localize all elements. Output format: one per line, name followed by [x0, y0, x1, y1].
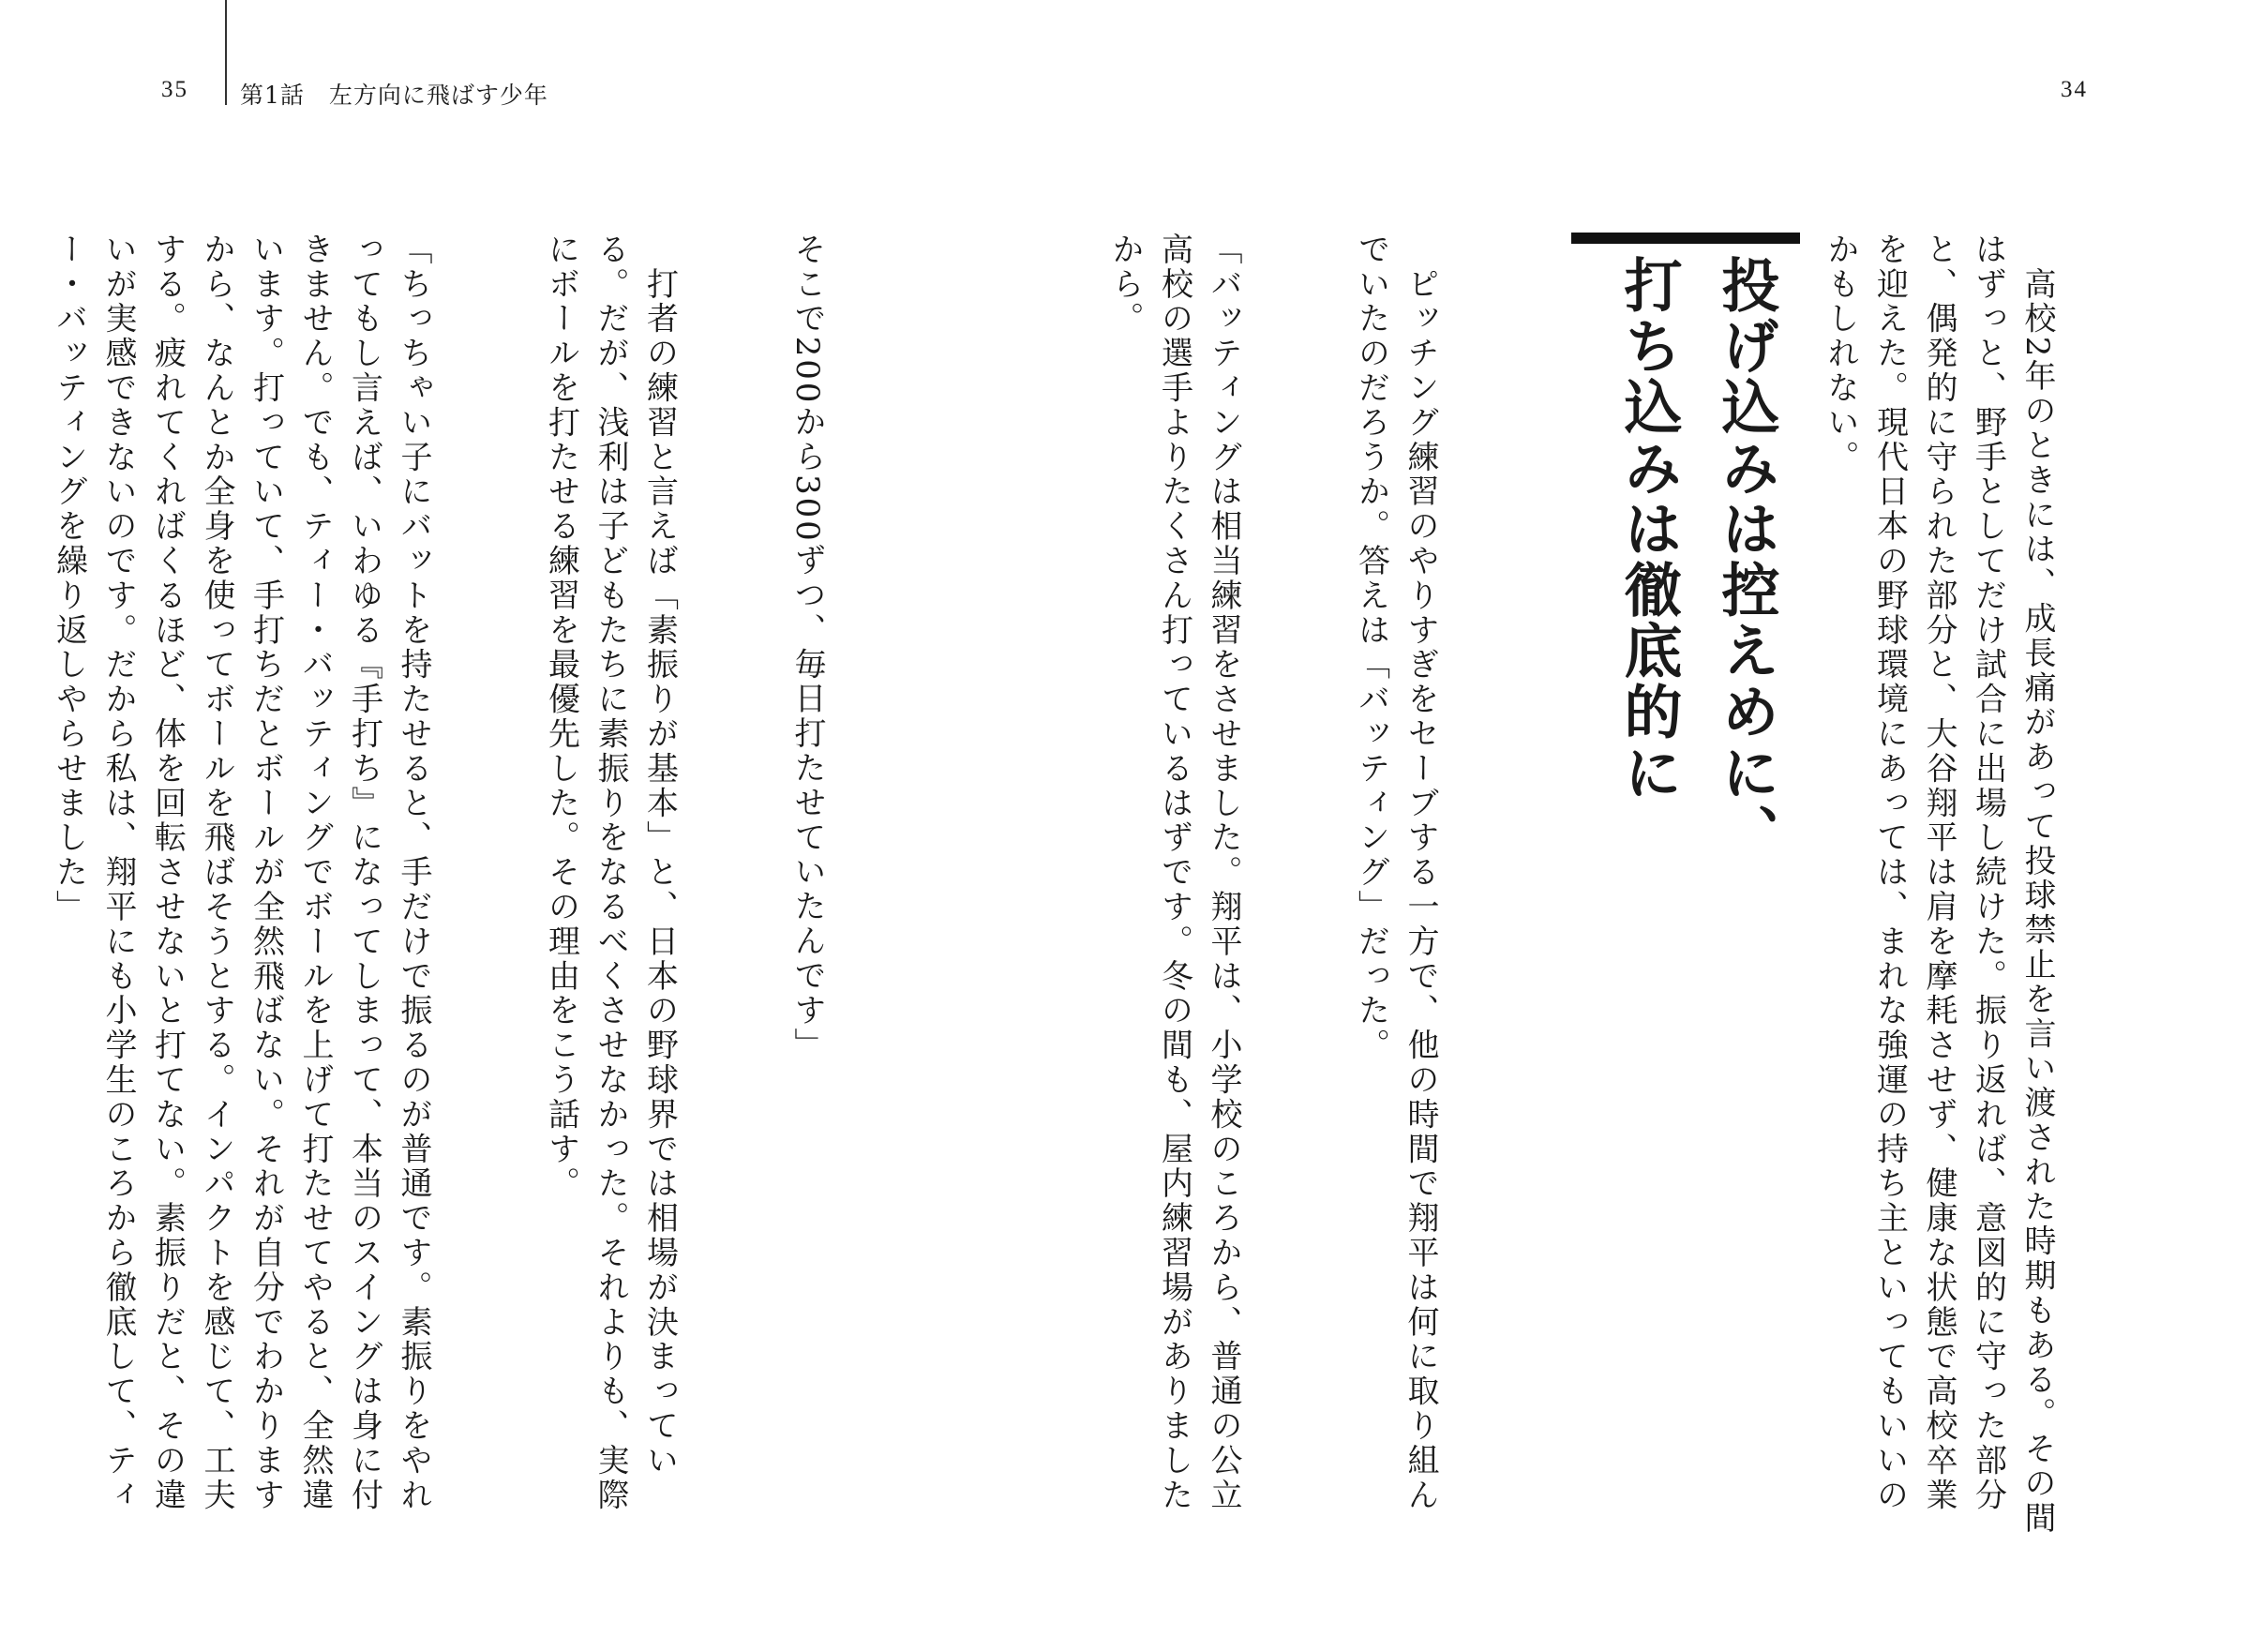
header-divider: [225, 0, 227, 105]
left-page-number: 35: [161, 77, 188, 102]
paragraph: そこで200から300ずつ、毎日打たせていたんです」: [788, 233, 826, 1063]
paragraph: 「バッティングは相当練習をさせました。翔平は、小学校のころから、普通の公立高校の選手よりたくさん打っているはずです。冬の間も、屋内練習場がありましたから。: [1106, 233, 1242, 1513]
right-page-text: [1822, 233, 2160, 1538]
heading-bar: [1571, 233, 1800, 244]
section-heading-line: 打ち込みは徹底的に: [1614, 255, 1683, 803]
paragraph: ピッチング練習のやりすぎをセーブする一方で、他の時間で翔平は何に取り組んでいたのだろうか。答えは「バッティング」だった。: [1352, 233, 1439, 1513]
paragraph: 打者の練習と言えば「素振りが基本」と、日本の野球界では相場が決まっている。だが、浅利は子どもたちに素振りをなるべくさせなかった。それよりも、実際にボールを打たせる練習を最優先した。その理由をこう話す。: [542, 233, 679, 1513]
section-heading-line: 投げ込みは控えめに、: [1712, 255, 1780, 864]
paragraph: 高校2年のときには、成長痛があって投球禁止を言い渡された時期もある。その間はずっと、野手としてだけ試合に出場し続けた。振り返れば、意図的に守った部分と、偶発的に守られた部分と、大谷翔平は肩を摩耗させず、健康な状態で高校卒業を迎えた。現代日本の野球環境にあっては、まれな強運の持ち主といってもいいのかもしれない。: [1822, 233, 2056, 1536]
left-page-text: [50, 233, 930, 1538]
middle-text: [1106, 233, 1543, 1538]
paragraph: 「ちっちゃい子にバットを持たせると、手だけで振るのが普通です。素振りをやれってもし言えば、いわゆる『手打ち』になってしまって、本当のスイングは身に付きません。でも、ティー・バッティングでボールを上げて打たせてやると、全然違います。打っていて、手打ちだとボールが全然飛ばない。それが自分でわかりますから、なんとか全身を使ってボールを飛ばそうとする。インパクトを感じて、工夫する。疲れてくればくるほど、体を回転させないと打てない。素振りだと、その違いが実感できないのです。だから私は、翔平にも小学生のころから徹底して、ティー・バッティングを繰り返しやらせました」: [50, 233, 432, 1513]
right-page-number: 34: [2061, 77, 2088, 102]
running-title: 第1話 左方向に飛ばす少年: [240, 82, 548, 109]
section-heading: [1579, 255, 1794, 864]
